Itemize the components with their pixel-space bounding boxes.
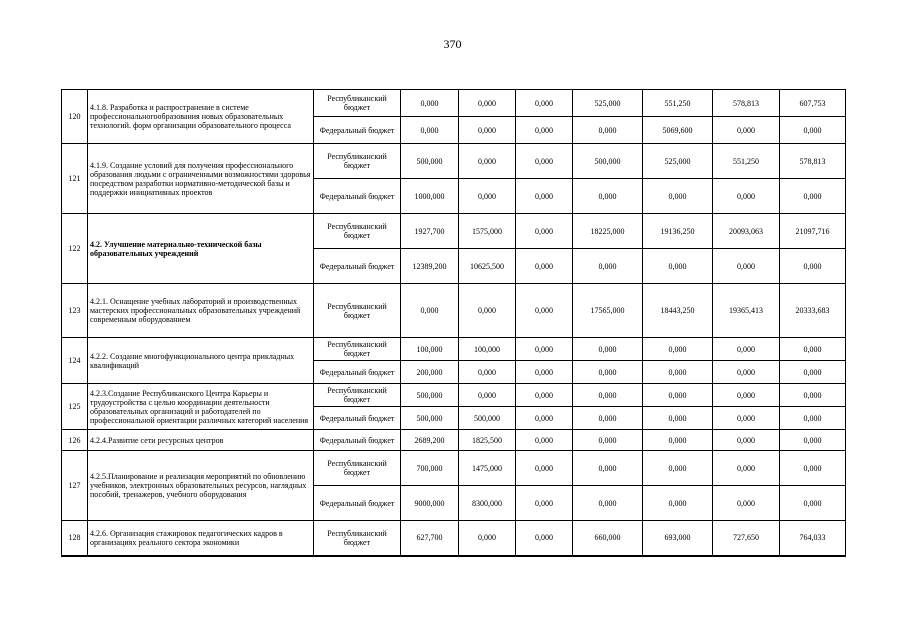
- table-row: [62, 430, 846, 451]
- amount-cell: 500,000: [401, 144, 459, 179]
- amount-cell: 17565,000: [573, 284, 643, 338]
- funding-source: Республиканский бюджет: [314, 90, 401, 117]
- row-number: 122: [62, 214, 88, 284]
- amount-cell: 0,000: [713, 486, 780, 521]
- amount-cell: 764,033: [780, 521, 846, 556]
- amount-cell: 21097,716: [780, 214, 846, 249]
- amount-cell: 0,000: [713, 451, 780, 486]
- table-row: [62, 521, 846, 556]
- amount-cell: 0,000: [459, 284, 516, 338]
- amount-cell: 500,000: [401, 407, 459, 430]
- amount-cell: 0,000: [516, 249, 573, 284]
- amount-cell: 0,000: [780, 430, 846, 451]
- amount-cell: 8300,000: [459, 486, 516, 521]
- amount-cell: 551,250: [713, 144, 780, 179]
- amount-cell: 0,000: [780, 117, 846, 144]
- amount-cell: 0,000: [780, 384, 846, 407]
- amount-cell: 0,000: [516, 117, 573, 144]
- amount-cell: 500,000: [573, 144, 643, 179]
- funding-source: Республиканский бюджет: [314, 451, 401, 486]
- funding-source: Федеральный бюджет: [314, 361, 401, 384]
- amount-cell: 551,250: [643, 90, 713, 117]
- amount-cell: 0,000: [643, 338, 713, 361]
- amount-cell: 525,000: [573, 90, 643, 117]
- funding-source: Республиканский бюджет: [314, 338, 401, 361]
- amount-cell: 0,000: [516, 90, 573, 117]
- row-number: 120: [62, 90, 88, 144]
- table-row: [62, 451, 846, 486]
- amount-cell: 0,000: [516, 144, 573, 179]
- row-number: 127: [62, 451, 88, 521]
- amount-cell: 19136,250: [643, 214, 713, 249]
- amount-cell: 0,000: [780, 179, 846, 214]
- amount-cell: 0,000: [573, 384, 643, 407]
- amount-cell: 578,813: [713, 90, 780, 117]
- amount-cell: 0,000: [643, 486, 713, 521]
- amount-cell: 0,000: [459, 179, 516, 214]
- amount-cell: 18443,250: [643, 284, 713, 338]
- amount-cell: 200,000: [401, 361, 459, 384]
- measure-description: 4.1.9. Создание условий для получения профессионального образования людьми с ограниченными возможностями здоровья посредством разработки нормативно-методической базы и поддержки инициативных проектов: [88, 144, 314, 214]
- amount-cell: 0,000: [713, 117, 780, 144]
- amount-cell: 10625,500: [459, 249, 516, 284]
- amount-cell: 1000,000: [401, 179, 459, 214]
- amount-cell: 0,000: [573, 361, 643, 384]
- amount-cell: 20333,683: [780, 284, 846, 338]
- measure-description: 4.2.1. Оснащение учебных лабораторий и производственных мастерских профессиональных образовательных учреждений современным оборудованием: [88, 284, 314, 338]
- amount-cell: 1927,700: [401, 214, 459, 249]
- amount-cell: 0,000: [780, 249, 846, 284]
- amount-cell: 0,000: [516, 407, 573, 430]
- amount-cell: 0,000: [573, 486, 643, 521]
- amount-cell: 0,000: [573, 407, 643, 430]
- amount-cell: 607,753: [780, 90, 846, 117]
- amount-cell: 0,000: [780, 486, 846, 521]
- amount-cell: 0,000: [459, 361, 516, 384]
- amount-cell: 0,000: [643, 249, 713, 284]
- funding-source: Республиканский бюджет: [314, 384, 401, 407]
- measure-description: 4.2.5.Планирование и реализация мероприятий по обновлению учебников, электронных образовательных ресурсов, наглядных пособий, тренажеров, учебного оборудования: [88, 451, 314, 521]
- amount-cell: 19365,413: [713, 284, 780, 338]
- amount-cell: 0,000: [780, 361, 846, 384]
- measure-description: 4.2.3.Создание Республиканского Центра Карьеры и трудоустройства с целью координации деятельности образовательных организаций и работодателей по профессиональной ориентации различных категорий населения: [88, 384, 314, 430]
- amount-cell: 525,000: [643, 144, 713, 179]
- amount-cell: 0,000: [713, 384, 780, 407]
- budget-table: [61, 89, 846, 557]
- amount-cell: 0,000: [459, 144, 516, 179]
- amount-cell: 578,813: [780, 144, 846, 179]
- funding-source: Республиканский бюджет: [314, 284, 401, 338]
- amount-cell: 0,000: [713, 338, 780, 361]
- table-row: [62, 214, 846, 249]
- row-number: 121: [62, 144, 88, 214]
- measure-description: 4.2.2. Создание многофункционального центра прикладных квалификаций: [88, 338, 314, 384]
- amount-cell: 0,000: [713, 407, 780, 430]
- funding-source: Федеральный бюджет: [314, 117, 401, 144]
- amount-cell: 0,000: [713, 361, 780, 384]
- amount-cell: 0,000: [516, 384, 573, 407]
- amount-cell: 1825,500: [459, 430, 516, 451]
- row-number: 126: [62, 430, 88, 451]
- funding-source: Федеральный бюджет: [314, 179, 401, 214]
- amount-cell: 0,000: [516, 284, 573, 338]
- amount-cell: 100,000: [401, 338, 459, 361]
- funding-source: Республиканский бюджет: [314, 521, 401, 556]
- amount-cell: 693,000: [643, 521, 713, 556]
- amount-cell: 0,000: [713, 430, 780, 451]
- table-row: [62, 338, 846, 361]
- amount-cell: 0,000: [516, 521, 573, 556]
- amount-cell: 12389,200: [401, 249, 459, 284]
- amount-cell: 0,000: [643, 361, 713, 384]
- amount-cell: 0,000: [643, 179, 713, 214]
- measure-description: 4.2. Улучшение материально-технической базы образовательных учреждений: [88, 214, 314, 284]
- amount-cell: 0,000: [401, 90, 459, 117]
- table-row: [62, 90, 846, 117]
- amount-cell: 0,000: [459, 521, 516, 556]
- amount-cell: 0,000: [516, 430, 573, 451]
- amount-cell: 20093,063: [713, 214, 780, 249]
- amount-cell: 0,000: [516, 486, 573, 521]
- amount-cell: 0,000: [516, 361, 573, 384]
- table-row: [62, 144, 846, 179]
- row-number: 124: [62, 338, 88, 384]
- amount-cell: 0,000: [643, 384, 713, 407]
- amount-cell: 0,000: [516, 214, 573, 249]
- funding-source: Республиканский бюджет: [314, 144, 401, 179]
- amount-cell: 0,000: [516, 451, 573, 486]
- amount-cell: 700,000: [401, 451, 459, 486]
- amount-cell: 1475,000: [459, 451, 516, 486]
- funding-source: Федеральный бюджет: [314, 249, 401, 284]
- amount-cell: 0,000: [780, 407, 846, 430]
- amount-cell: 0,000: [573, 179, 643, 214]
- funding-source: Федеральный бюджет: [314, 486, 401, 521]
- table-row: [62, 284, 846, 338]
- measure-description: 4.2.6. Организация стажировок педагогических кадров в организациях реального сектора экономики: [88, 521, 314, 556]
- amount-cell: 18225,000: [573, 214, 643, 249]
- amount-cell: 2689,200: [401, 430, 459, 451]
- amount-cell: 1575,000: [459, 214, 516, 249]
- amount-cell: 0,000: [713, 179, 780, 214]
- row-number: 125: [62, 384, 88, 430]
- table-row: [62, 384, 846, 407]
- amount-cell: 0,000: [573, 249, 643, 284]
- funding-source: Республиканский бюджет: [314, 214, 401, 249]
- amount-cell: 0,000: [401, 284, 459, 338]
- amount-cell: 0,000: [713, 249, 780, 284]
- measure-description: 4.2.4.Развитие сети ресурсных центров: [88, 430, 314, 451]
- measure-description: 4.1.8. Разработка и распространение в системе профессиональногообразования новых образовательных технологий. форм организации образовательного процесса: [88, 90, 314, 144]
- amount-cell: 5069,600: [643, 117, 713, 144]
- amount-cell: 500,000: [459, 407, 516, 430]
- amount-cell: 660,000: [573, 521, 643, 556]
- amount-cell: 0,000: [573, 117, 643, 144]
- amount-cell: 0,000: [516, 338, 573, 361]
- funding-source: Федеральный бюджет: [314, 430, 401, 451]
- amount-cell: 0,000: [516, 179, 573, 214]
- amount-cell: 627,700: [401, 521, 459, 556]
- amount-cell: 500,000: [401, 384, 459, 407]
- amount-cell: 0,000: [643, 451, 713, 486]
- amount-cell: 0,000: [573, 338, 643, 361]
- row-number: 128: [62, 521, 88, 556]
- amount-cell: 0,000: [780, 338, 846, 361]
- amount-cell: 0,000: [643, 430, 713, 451]
- amount-cell: 0,000: [459, 384, 516, 407]
- amount-cell: 0,000: [401, 117, 459, 144]
- amount-cell: 727,650: [713, 521, 780, 556]
- funding-source: Федеральный бюджет: [314, 407, 401, 430]
- amount-cell: 0,000: [573, 451, 643, 486]
- amount-cell: 0,000: [459, 117, 516, 144]
- amount-cell: 100,000: [459, 338, 516, 361]
- amount-cell: 0,000: [780, 451, 846, 486]
- amount-cell: 0,000: [459, 90, 516, 117]
- amount-cell: 0,000: [643, 407, 713, 430]
- page-number: 370: [443, 37, 462, 51]
- row-number: 123: [62, 284, 88, 338]
- amount-cell: 0,000: [573, 430, 643, 451]
- amount-cell: 9000,000: [401, 486, 459, 521]
